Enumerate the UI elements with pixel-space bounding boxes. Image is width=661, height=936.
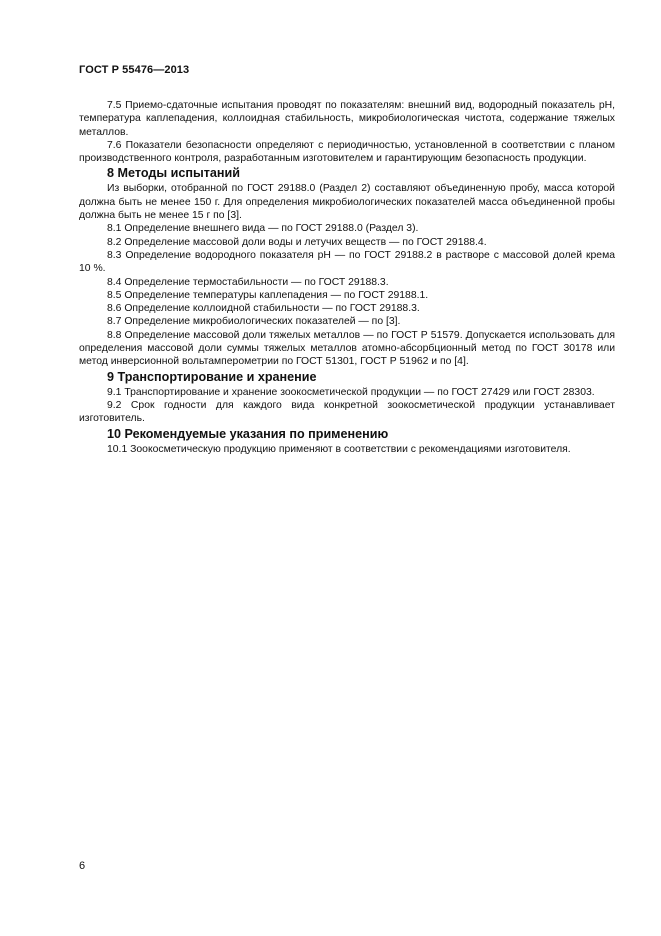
paragraph-8-7: 8.7 Определение микробиологических показателей — по [3]. (107, 316, 401, 328)
paragraph-10-1: 10.1 Зоокосметическую продукцию применяют в соответствии с рекомендациями изготовителя. (107, 443, 571, 455)
paragraph-8-4: 8.4 Определение термостабильности — по ГОСТ 29188.3. (107, 276, 389, 288)
paragraph-7-6: 7.6 Показатели безопасности определяют с периодичностью, установленной в соответствии с планом производственного контроля, разработанным изготовителем и гарантирующим безопасность продукции. (79, 139, 615, 165)
paragraph-8-2: 8.2 Определение массовой доли воды и летучих веществ — по ГОСТ 29188.4. (107, 236, 487, 248)
document-header: ГОСТ Р 55476—2013 (79, 64, 190, 76)
section-8-heading: 8 Методы испытаний (107, 166, 240, 181)
paragraph-8-5: 8.5 Определение температуры каплепадения — по ГОСТ 29188.1. (107, 289, 429, 301)
paragraph-8-8: 8.8 Определение массовой доли тяжелых металлов — по ГОСТ Р 51579. Допускается использовать для определения массовой доли суммы тяжелых металлов атомно-абсорбционный метод по ГОСТ 30178 или метод инверсионной вольтамперометрии по ГОСТ 51301, ГОСТ Р 51962 и по [4]. (79, 329, 615, 368)
section-10-heading: 10 Рекомендуемые указания по применению (107, 426, 389, 441)
paragraph-8-1: 8.1 Определение внешнего вида — по ГОСТ 29188.0 (Раздел 3). (107, 223, 419, 235)
paragraph-9-1: 9.1 Транспортирование и хранение зоокосметической продукции — по ГОСТ 27429 или ГОСТ 28303. (107, 386, 595, 398)
page-number: 6 (79, 860, 86, 872)
paragraph-8-6: 8.6 Определение коллоидной стабильности — по ГОСТ 29188.3. (107, 303, 420, 315)
section-9-heading: 9 Транспортирование и хранение (107, 369, 317, 384)
paragraph-8-3: 8.3 Определение водородного показателя pH — по ГОСТ 29188.2 в растворе с массовой долей крема 10 %. (79, 249, 615, 275)
paragraph-8-intro: Из выборки, отобранной по ГОСТ 29188.0 (Раздел 2) составляют объединенную пробу, масса которой должна быть не менее 150 г. Для определения микробиологических показателей масса объединенной пробы должна быть не менее 15 г по [3]. (79, 183, 615, 222)
paragraph-9-2: 9.2 Срок годности для каждого вида конкретной зоокосметической продукции устанавливает изготовитель. (79, 399, 615, 425)
document-body (79, 99, 615, 456)
paragraph-7-5: 7.5 Приемо-сдаточные испытания проводят по показателям: внешний вид, водородный показатель pH, температура каплепадения, коллоидная стабильность, микробиологическая чистота, содержание тяжелых металлов. (79, 100, 615, 138)
